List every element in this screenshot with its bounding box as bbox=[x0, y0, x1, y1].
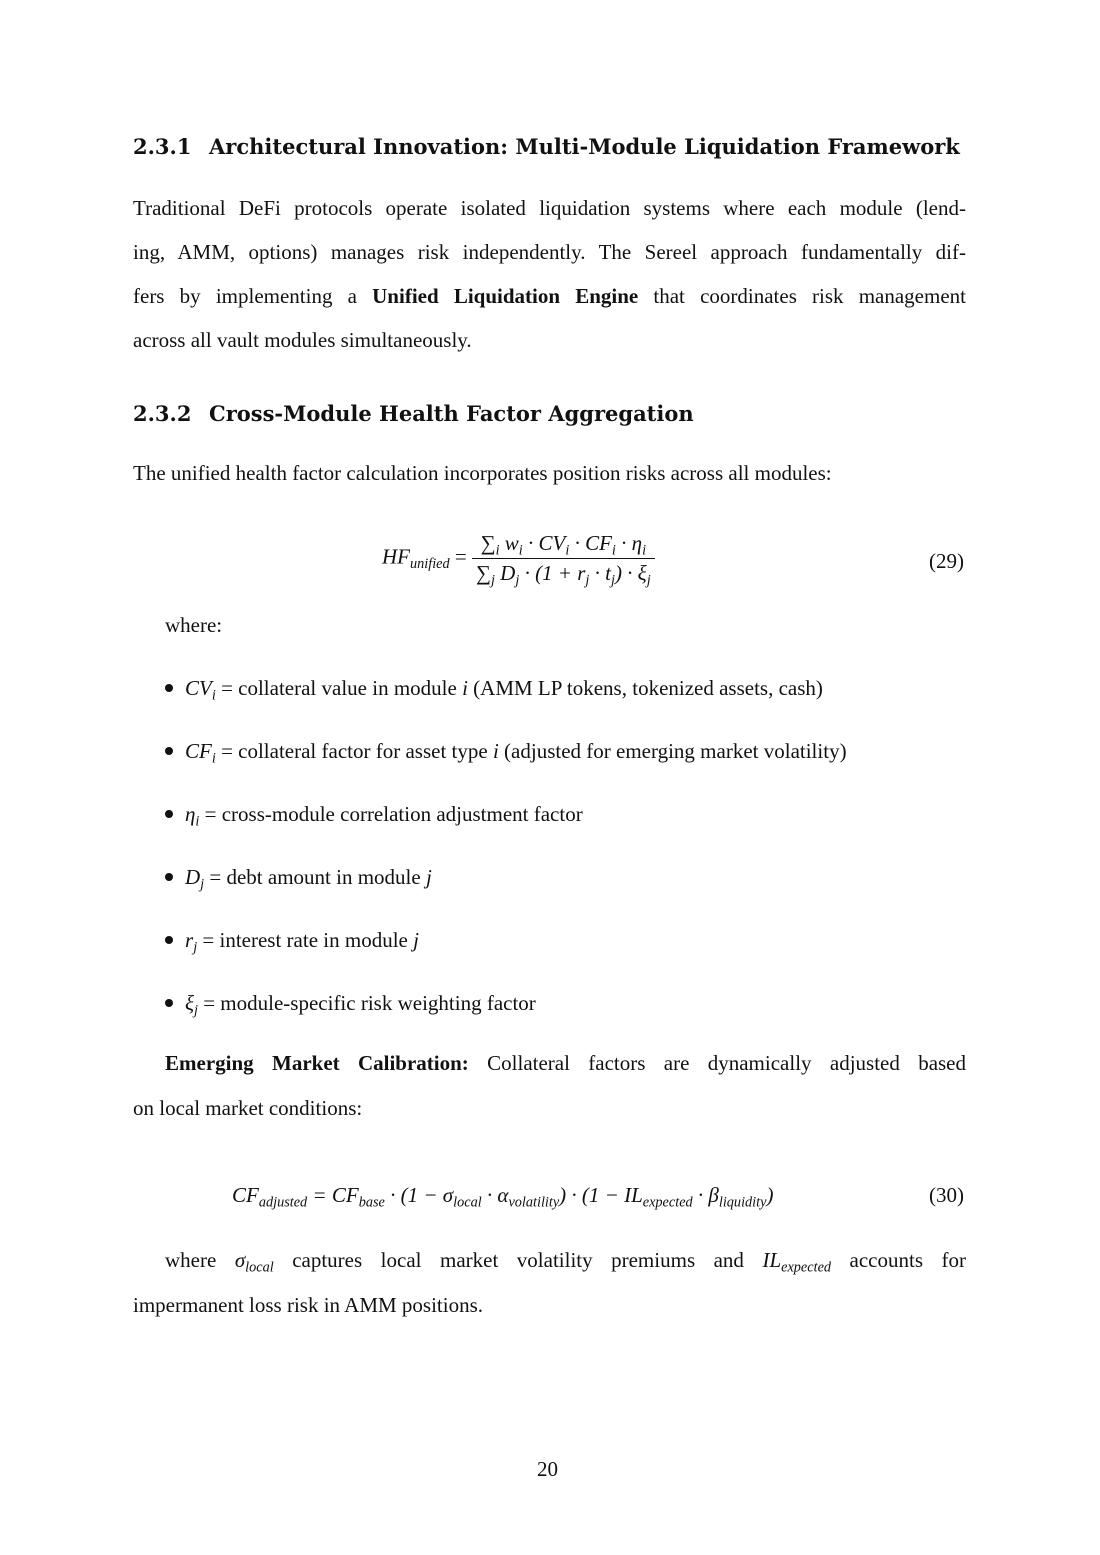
equation-number-29: (29) bbox=[929, 549, 964, 573]
paragraph-line: impermanent loss risk in AMM positions. bbox=[133, 1293, 484, 1317]
equation-29-fraction bbox=[472, 531, 655, 589]
paragraph-line: Emerging Market Calibration: Collateral factors are dynamically adjusted based bbox=[165, 1051, 967, 1075]
bullet-icon bbox=[165, 873, 173, 881]
equation-30: $CF_{adjusted} = CF_{base} \cdot (1 - \sigma_{local} \cdot \alpha_{volatility}) \cdot (1 - IL_{expected} \cdot \beta_{liquidity})$ bbox=[232, 1183, 774, 1211]
list-item: $CF_i$ = collateral factor for asset type i (adjusted for emerging market volatility) bbox=[165, 733, 965, 796]
section-heading-2-3-1 bbox=[133, 134, 960, 159]
paragraph-line: on local market conditions: bbox=[133, 1096, 363, 1120]
section-number: 2.3.2 bbox=[133, 401, 192, 426]
bullet-icon bbox=[165, 684, 173, 692]
page-number: 20 bbox=[537, 1457, 558, 1481]
emphasis-unified-liquidation-engine: Unified Liquidation Engine bbox=[372, 284, 639, 308]
equation-29-numerator: $\sum_i$ $w_i \cdot CV_i \cdot CF_i \cdot \eta_i$ bbox=[472, 531, 655, 559]
emphasis-emerging-market-calibration: Emerging Market Calibration: bbox=[165, 1051, 469, 1075]
paragraph-line: where $\sigma_{local}$ captures local market volatility premiums and $IL_{expected}$ accounts for bbox=[165, 1248, 966, 1276]
list-item: $\eta_i$ = cross-module correlation adjustment factor bbox=[165, 796, 965, 859]
variable-definition-list bbox=[165, 670, 965, 1048]
paragraph-line: across all vault modules simultaneously. bbox=[133, 328, 472, 352]
where-label: where: bbox=[165, 613, 223, 637]
list-item: $\xi_j$ = module-specific risk weighting factor bbox=[165, 985, 965, 1048]
bullet-icon bbox=[165, 999, 173, 1007]
equation-29-denominator: $\sum_j$ $D_j \cdot (1 + r_j \cdot t_j) \cdot \xi_j$ bbox=[475, 561, 651, 589]
section-title: Cross-Module Health Factor Aggregation bbox=[209, 401, 694, 426]
paragraph-line: ing, AMM, options) manages risk independently. The Sereel approach fundamentally dif- bbox=[133, 240, 966, 264]
equation-29: $HF_{unified}$ = $\frac{\sum_i w_i \cdot CV_i \cdot CF_i \cdot \eta_i}{\sum_j D_j \cdot (1 + r_j \cdot t_j) \cdot \xi_j}$ bbox=[382, 531, 655, 586]
section-title: Architectural Innovation: Multi-Module Liquidation Framework bbox=[209, 134, 960, 159]
paragraph-line: fers by implementing a Unified Liquidation Engine that coordinates risk management bbox=[133, 284, 966, 308]
section-number: 2.3.1 bbox=[133, 134, 192, 159]
list-item: $r_j$ = interest rate in module j bbox=[165, 922, 965, 985]
bullet-icon bbox=[165, 747, 173, 755]
paragraph-health-factor-intro: The unified health factor calculation incorporates position risks across all modules: bbox=[133, 461, 832, 485]
bullet-icon bbox=[165, 810, 173, 818]
paragraph-line: Traditional DeFi protocols operate isolated liquidation systems where each module (lend- bbox=[133, 196, 966, 220]
section-heading-2-3-2 bbox=[133, 401, 694, 426]
equation-number-30: (30) bbox=[929, 1183, 964, 1207]
list-item: $D_j$ = debt amount in module j bbox=[165, 859, 965, 922]
list-item: $CV_i$ = collateral value in module i (AMM LP tokens, tokenized assets, cash) bbox=[165, 670, 965, 733]
bullet-icon bbox=[165, 936, 173, 944]
